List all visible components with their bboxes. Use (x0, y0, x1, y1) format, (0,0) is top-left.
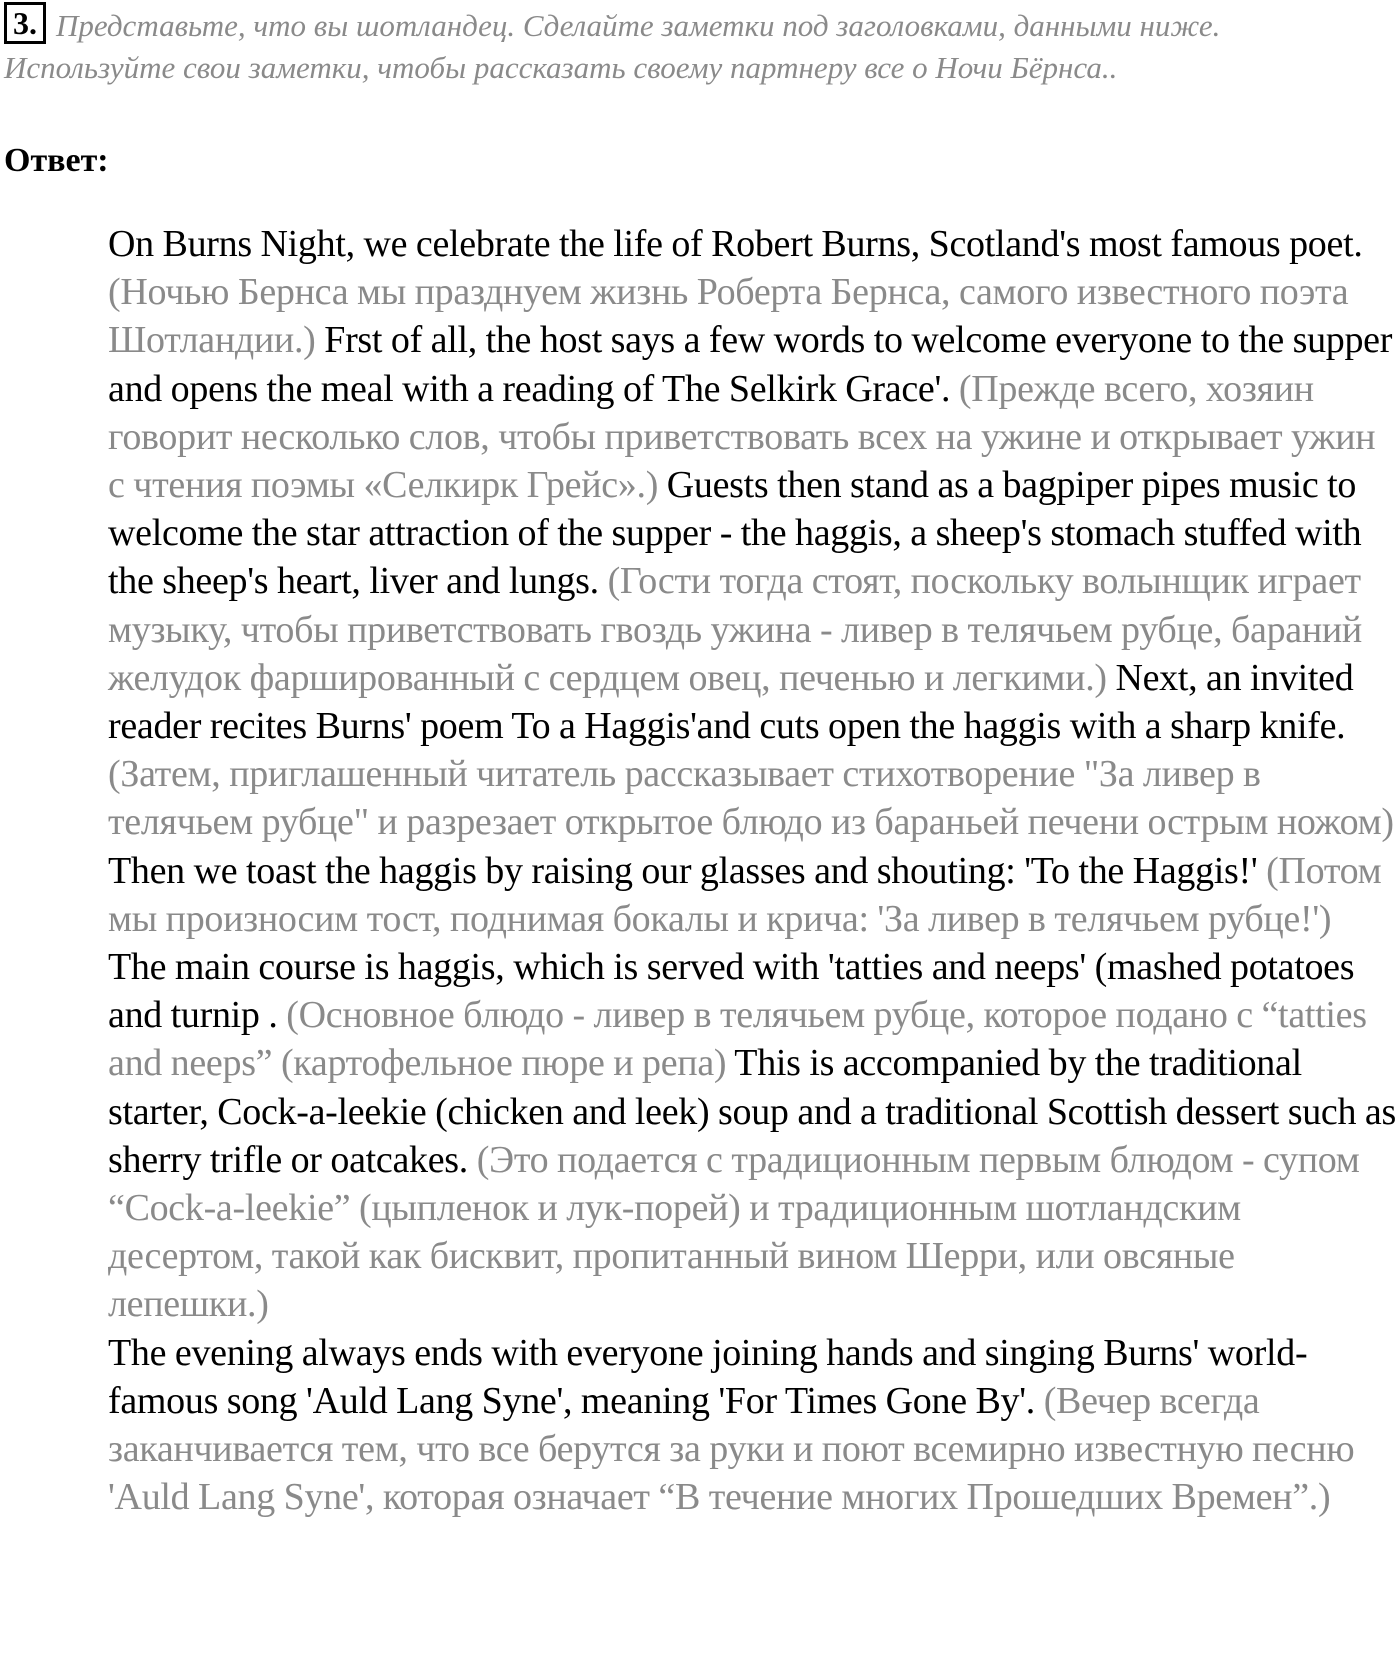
russian-translation: (Основное блюдо - ливер в телячьем рубце, которое подано с “tatties and neeps” (картофельное пюре и репа) (108, 994, 1367, 1085)
english-sentence: Next, an invited reader recites Burns' poem To a Haggis'and cuts open the haggis with a sharp knife. (108, 656, 1354, 748)
english-sentence: On Burns Night, we celebrate the life of Robert Burns, Scotland's most famous poet. (108, 223, 1363, 265)
answer-text-block (108, 220, 1396, 1521)
english-sentence: The evening always ends with everyone joining hands and singing Burns' world-famous song 'Auld Lang Syne', meaning 'For Times Gone By'. (108, 1331, 1308, 1422)
russian-translation: (Вечер всегда заканчивается тем, что все берутся за руки и поют всемирно известную песню 'Auld Lang Syne', которая означает “В течение многих Прошедших Времен”.) (108, 1379, 1355, 1519)
task-instruction-block (4, 2, 1396, 89)
english-sentence: The main course is haggis, which is served with 'tatties and neeps' (mashed potatoes and turnip . (108, 946, 1355, 1037)
english-sentence: This is accompanied by the traditional starter, Cock-a-leekie (chicken and leek) soup and a traditional Scottish dessert such as sherry trifle or oatcakes. (108, 1042, 1396, 1181)
task-instruction-text: Представьте, что вы шотландец. Сделайте заметки под заголовками, данными ниже. Используйте свои заметки, чтобы рассказать своему партнеру все о Ночи Бёрнса.. (4, 8, 1221, 85)
task-number-box: 3. (4, 2, 46, 44)
answer-label: Ответ: (4, 142, 109, 179)
russian-translation: (Ночью Бернса мы празднуем жизнь Роберта Бернса, самого известного поэта Шотландии.) (108, 271, 1349, 362)
russian-translation: (Гости тогда стоят, поскольку волынщик играет музыку, чтобы приветствовать гвоздь ужина - ливер в телячьем рубце, бараний желудок фаршированный с сердцем овец, печенью и легкими.) (108, 560, 1362, 699)
english-sentence: Guests then stand as a bagpiper pipes music to welcome the star attraction of the supper - the haggis, a sheep's stomach stuffed with the sheep's heart, liver and lungs. (108, 464, 1362, 603)
russian-translation: (Это подается с традиционным первым блюдом - супом “Cock-a-leekie” (цыпленок и лук-порей) и традиционным шотландским десертом, такой как бисквит, пропитанный вином Шерри, или овсяные лепешки.) (108, 1138, 1360, 1326)
answer-paragraph-2 (108, 1329, 1396, 1522)
russian-translation: (Потом мы произносим тост, поднимая бокалы и крича: 'За ливер в телячьем рубце!') (108, 849, 1382, 940)
russian-translation: (Прежде всего, хозяин говорит несколько слов, чтобы приветствовать всех на ужине и открывает ужин с чтения поэмы «Селкирк Грейс».) (108, 367, 1376, 507)
russian-translation: (Затем, приглашенный читатель рассказывает стихотворение "За ливер в телячьем рубце" и разрезает открытое блюдо из бараньей печени острым ножом) (108, 753, 1394, 844)
answer-paragraph-1 (108, 220, 1396, 1329)
english-sentence: Then we toast the haggis by raising our glasses and shouting: 'To the Haggis!' (108, 849, 1258, 892)
english-sentence: Frst of all, the host says a few words to welcome everyone to the supper and opens the meal with a reading of The Selkirk Grace'. (108, 319, 1393, 410)
